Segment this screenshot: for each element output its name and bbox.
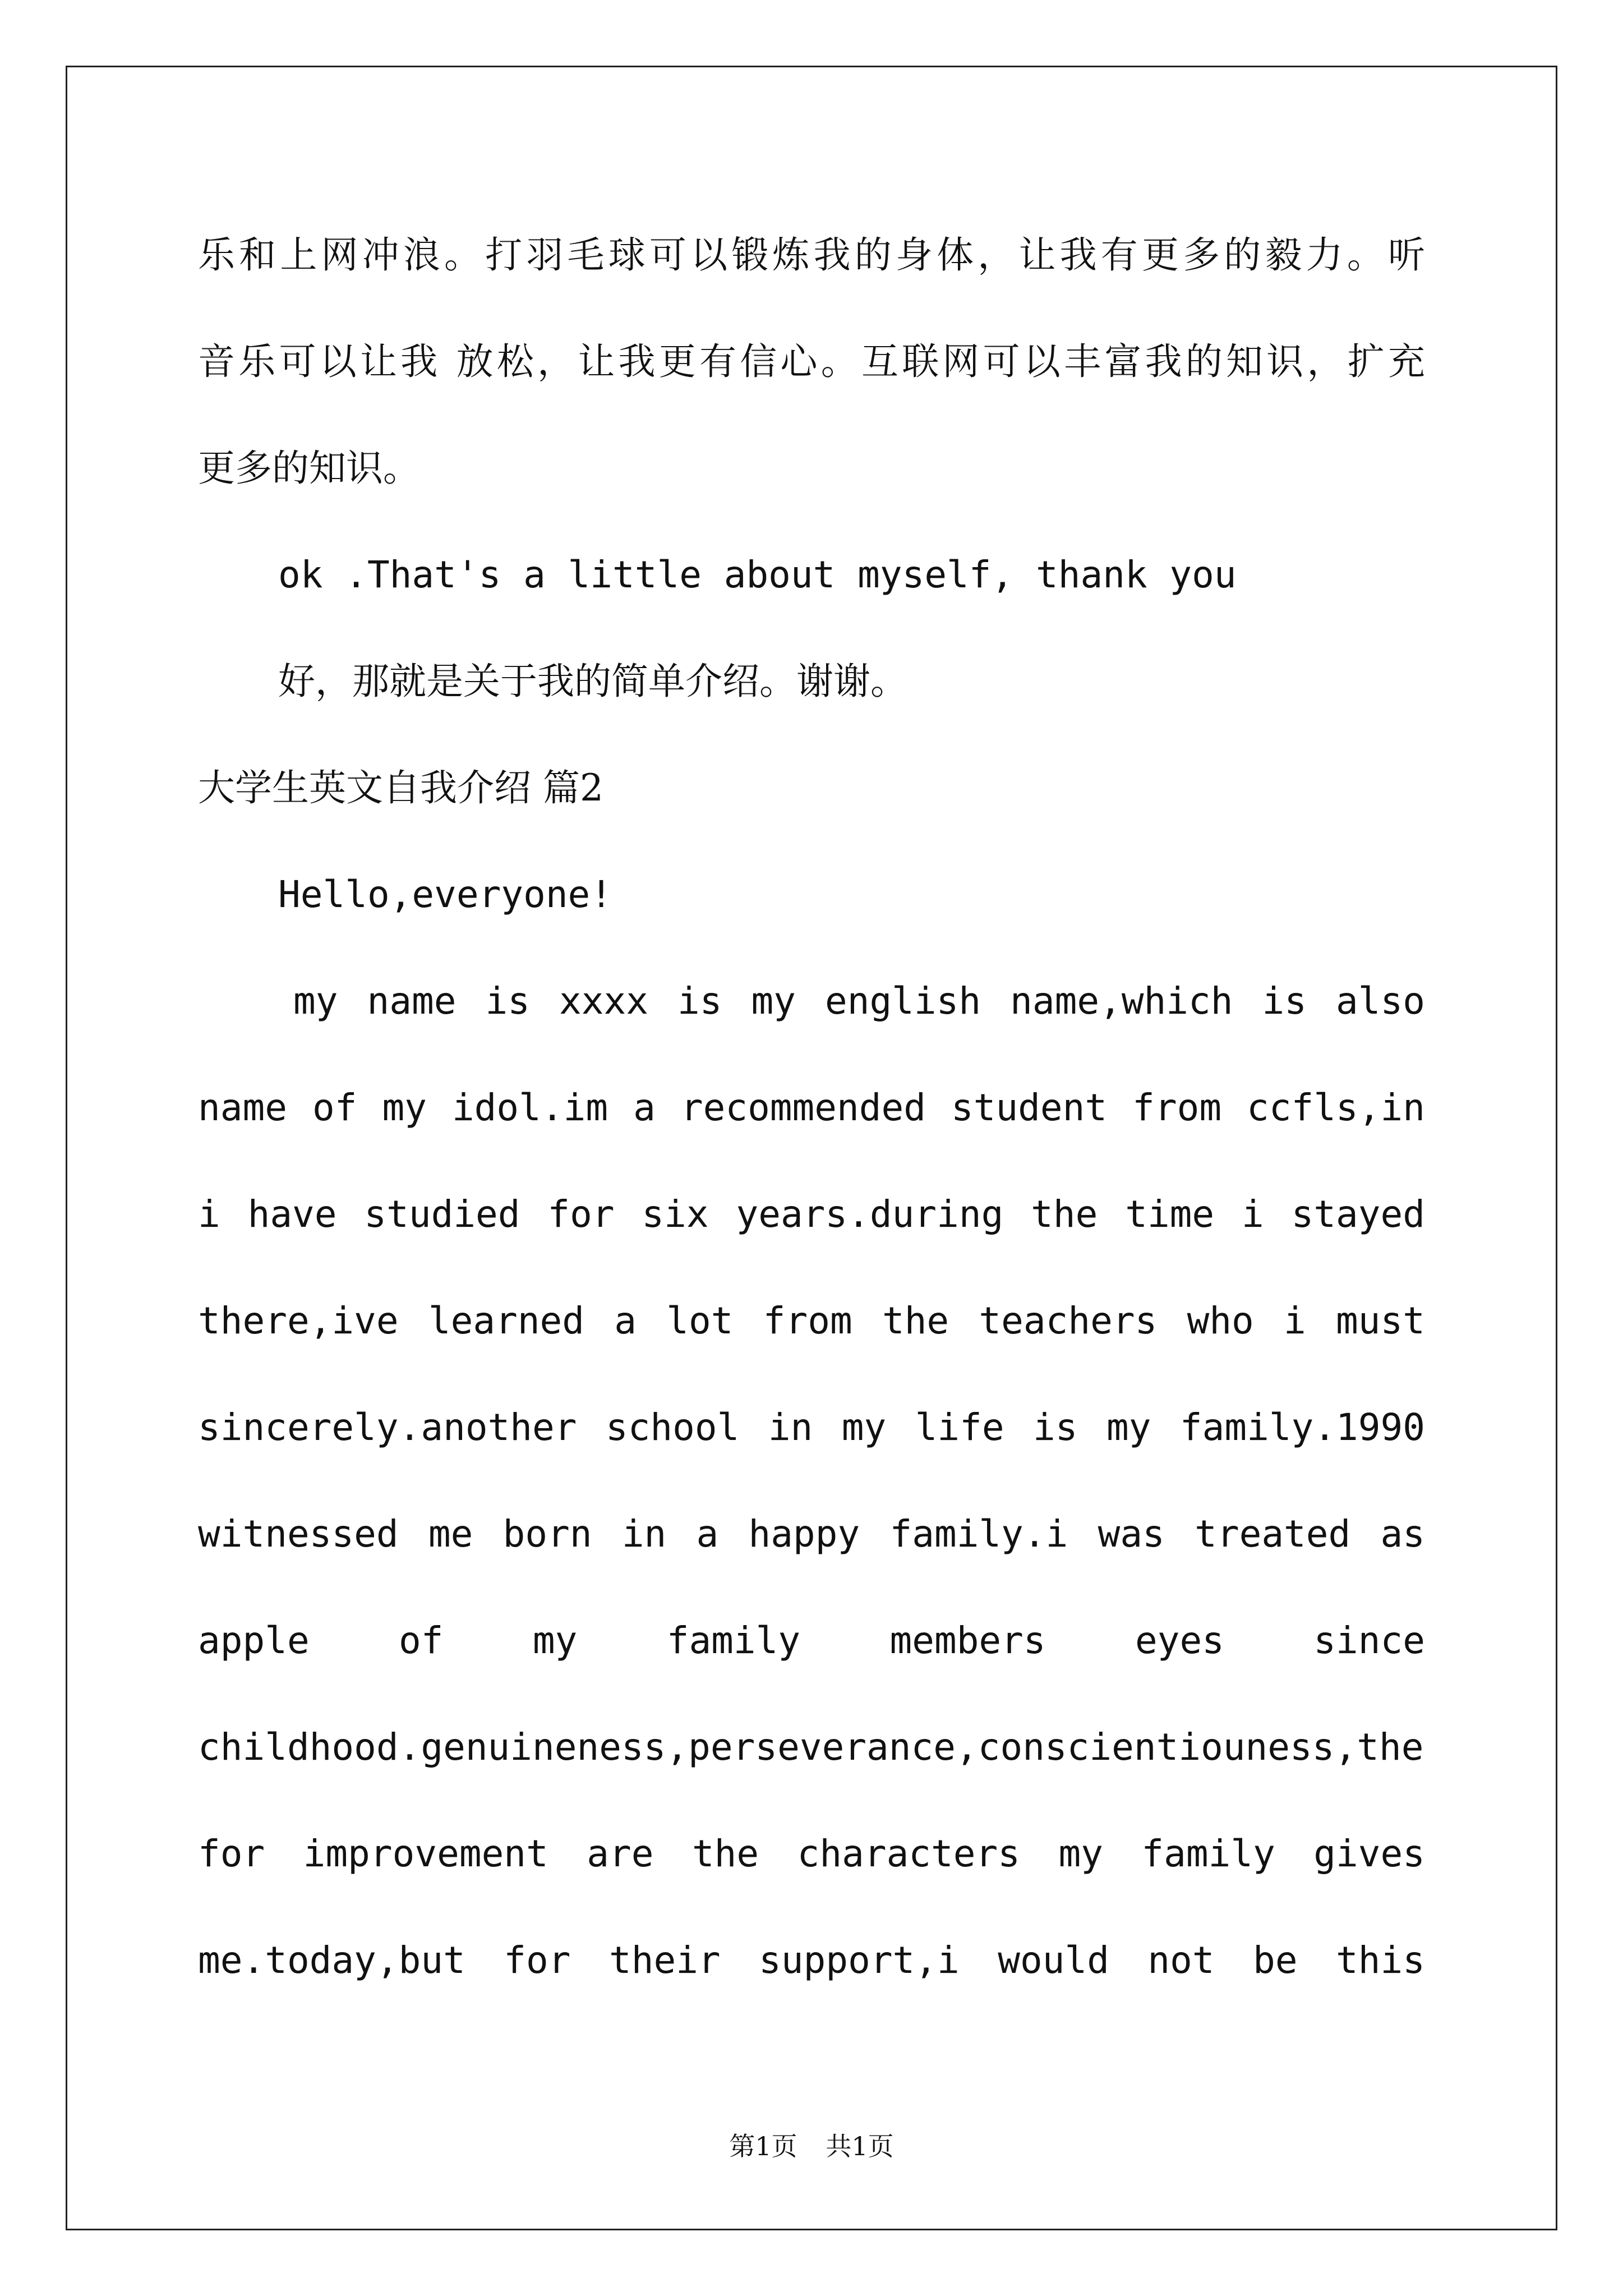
paragraph-line: witnessed me born in a happy family.i was treated as <box>198 1512 1425 1556</box>
total-pages-label: 共1页 <box>826 2131 894 2161</box>
current-page-label: 第1页 <box>729 2131 797 2161</box>
paragraph-line: me.today,but for their support,i would not be this <box>198 1939 1425 1982</box>
paragraph-line: my name is xxxx is my english name,which is also <box>293 979 1425 1023</box>
document-body <box>198 202 1425 2014</box>
paragraph-line: 更多的知识。 <box>198 447 420 490</box>
paragraph-line: ok .That's a little about myself, thank you <box>278 553 1237 596</box>
paragraph-line: sincerely.another school in my life is my family.1990 <box>198 1406 1425 1449</box>
paragraph-line: there,ive learned a lot from the teachers who i must <box>198 1299 1425 1342</box>
paragraph-line: 乐和上网冲浪。打羽毛球可以锻炼我的身体，让我有更多的毅力。听 <box>198 233 1425 277</box>
paragraph-line: name of my idol.im a recommended student from ccfls,in <box>198 1086 1425 1129</box>
paragraph-line: Hello,everyone! <box>278 873 613 916</box>
paragraph-line: for improvement are the characters my family gives <box>198 1832 1425 1875</box>
section-heading: 大学生英文自我介绍 篇2 <box>198 766 603 809</box>
paragraph-line: childhood.genuineness,perseverance,conscientiouness,the <box>198 1726 1424 1769</box>
paragraph-line: 音乐可以让我 放松，让我更有信心。互联网可以丰富我的知识，扩充 <box>198 340 1425 383</box>
paragraph-line: 好，那就是关于我的简单介绍。谢谢。 <box>278 660 907 703</box>
page-footer <box>0 2126 1623 2163</box>
paragraph-line: i have studied for six years.during the time i stayed <box>198 1193 1425 1236</box>
paragraph-line: apple of my family members eyes since <box>198 1619 1425 1662</box>
